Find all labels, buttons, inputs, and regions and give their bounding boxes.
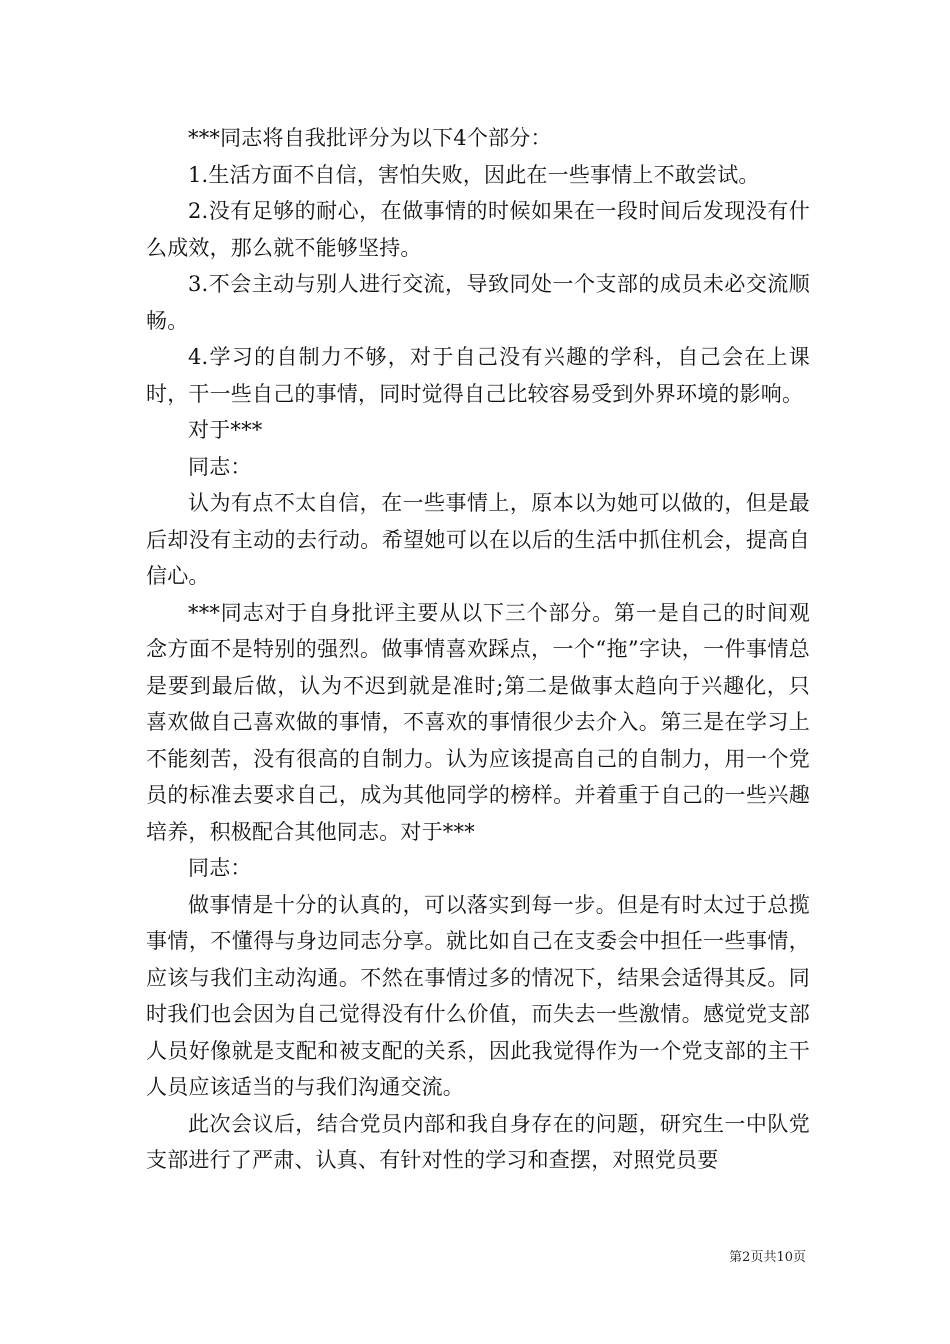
paragraph-comment-2: 做事情是十分的认真的，可以落实到每一步。但是有时太过于总揽事情，不懂得与身边同志分享。就比如自己在支委会中担任一些事情，应该与我们主动沟通。不然在事情过多的情况下，结果会适得其反。同时我们也会因为自己觉得没有什么价值，而失去一些激情。感觉党支部人员好像就是支配和被支配的关系，因此我觉得作为一个党支部的主干人员应该适当的与我们沟通交流。	[146, 892, 810, 1099]
paragraph-item-2: 2.没有足够的耐心，在做事情的时候如果在一段时间后发现没有什么成效，那么就不能够坚持。	[146, 199, 810, 260]
paragraph-item-1: 1.生活方面不自信，害怕失败，因此在一些事情上不敢尝试。	[188, 162, 760, 187]
paragraph-item-4: 4.学习的自制力不够，对于自己没有兴趣的学科，自己会在上课时，干一些自己的事情，同时觉得自己比较容易受到外界环境的影响。	[146, 345, 810, 406]
paragraph-regarding-1: 对于***	[188, 418, 263, 442]
paragraph-comrade-2: 同志：	[188, 856, 252, 880]
paragraph-item-3: 3.不会主动与别人进行交流，导致同处一个支部的成员未必交流顺畅。	[146, 272, 810, 333]
paragraph-self-criticism: ***同志对于自身批评主要从以下三个部分。第一是自己的时间观念方面不是特别的强烈。做事情喜欢踩点，一个“拖”字诀，一件事情总是要到最后做，认为不迟到就是准时;第二是做事太趋向于兴趣化，只喜欢做自己喜欢做的事情，不喜欢的事情很少去介入。第三是在学习上不能刻苦，没有很高的自制力。认为应该提高自己的自制力，用一个党员的标准去要求自己，成为其他同学的榜样。并着重于自己的一些兴趣培养，积极配合其他同志。对于***	[146, 600, 810, 844]
page-number: 第2页共10页	[729, 1250, 806, 1265]
document-body	[146, 120, 810, 1179]
paragraph-meeting-summary: 此次会议后，结合党员内部和我自身存在的问题，研究生一中队党支部进行了严肃、认真、有针对性的学习和查摆，对照党员要	[146, 1111, 810, 1172]
paragraph-intro: ***同志将自我批评分为以下4个部分：	[188, 126, 552, 150]
paragraph-comment-1: 认为有点不太自信，在一些事情上，原本以为她可以做的，但是最后却没有主动的去行动。希望她可以在以后的生活中抓住机会，提高自信心。	[146, 491, 810, 588]
paragraph-comrade-1: 同志：	[188, 454, 252, 479]
